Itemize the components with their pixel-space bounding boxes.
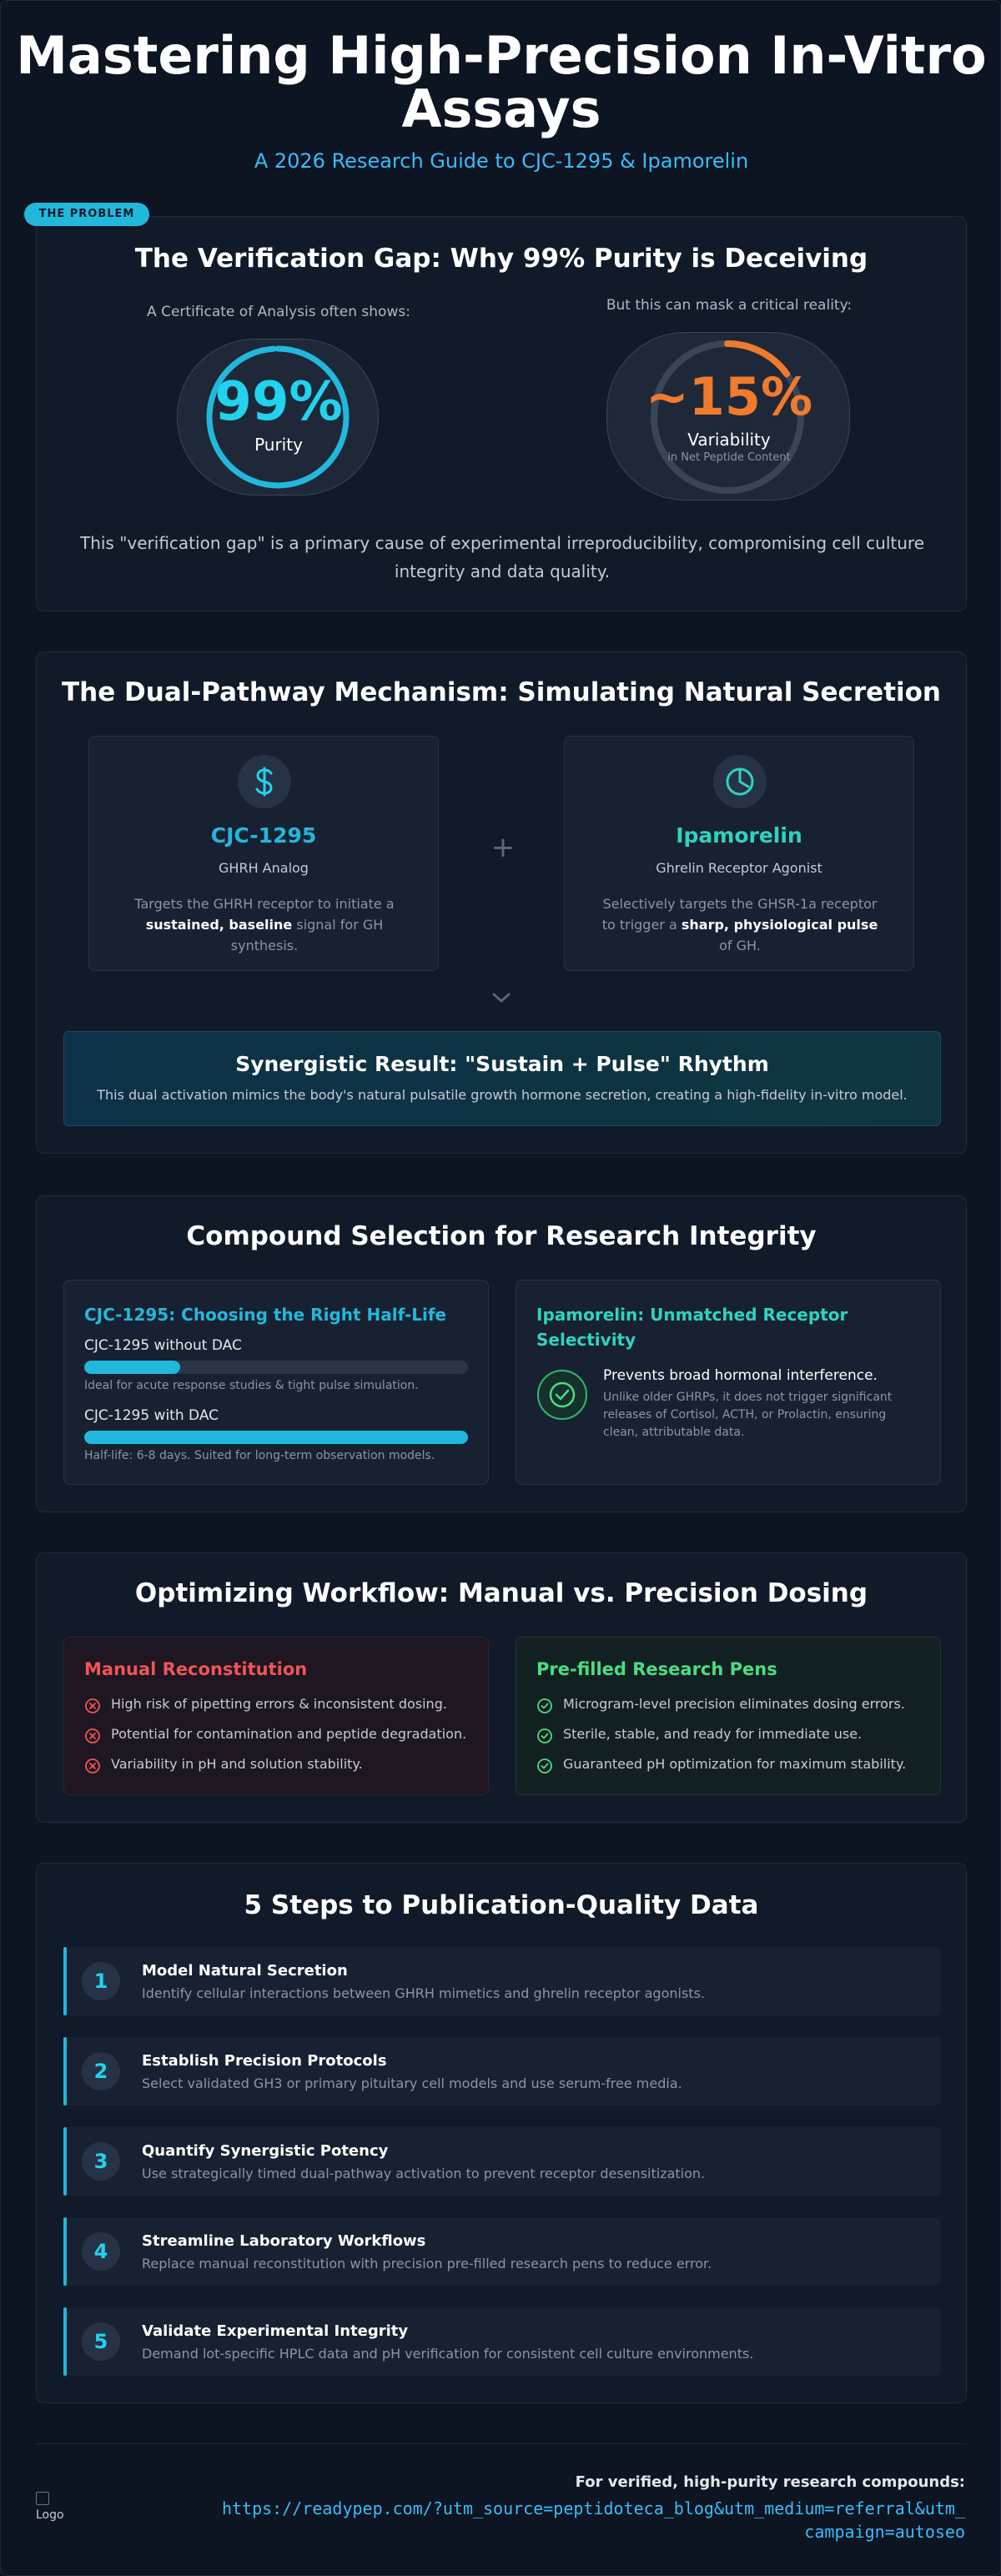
ipamorelin-description: Selectively targets the GHSR-1a receptor to trigger a sharp, physiological pulse of GH.	[601, 896, 878, 953]
manual-item-text: Variability in pH and solution stability.	[111, 1756, 363, 1772]
check-icon	[536, 1698, 553, 1714]
step-accent	[63, 2127, 67, 2196]
step-accent	[63, 2307, 67, 2376]
x-circle-icon	[84, 1758, 101, 1774]
pens-heading: Pre-filled Research Pens	[536, 1659, 777, 1679]
step-item	[63, 1947, 941, 2015]
mechanism-section	[36, 652, 967, 1154]
pens-item-text: Guaranteed pH optimization for maximum stability.	[563, 1756, 907, 1772]
step-description: Use strategically timed dual-pathway activation to prevent receptor desensitization.	[142, 2166, 706, 2181]
timer-icon	[713, 755, 767, 808]
coa-caption: A Certificate of Analysis often shows:	[147, 304, 410, 320]
mechanism-title: The Dual-Pathway Mechanism: Simulating Natural Secretion	[61, 677, 941, 707]
step-number: 5	[82, 2322, 120, 2361]
verification-gap-note: This "verification gap" is a primary cause of experimental irreproducibility, compromising cell culture integrity and data quality.	[79, 533, 925, 581]
pens-item-text: Microgram-level precision eliminates dosing errors.	[563, 1696, 905, 1712]
bar-label-no-dac: CJC-1295 without DAC	[84, 1337, 242, 1354]
selection-title: Compound Selection for Research Integrity	[186, 1221, 817, 1251]
logo	[36, 2492, 86, 2525]
footer-lead: For verified, high-purity research compounds:	[575, 2473, 965, 2491]
synergy-callout	[63, 1031, 941, 1126]
half-life-card	[63, 1280, 489, 1485]
plus-sign: +	[490, 831, 516, 864]
ipamorelin-card	[564, 736, 914, 971]
manual-item-text: Potential for contamination and peptide degradation.	[111, 1726, 467, 1742]
manual-card	[63, 1637, 489, 1795]
step-title: Quantify Synergistic Potency	[142, 2142, 389, 2160]
x-circle-icon	[84, 1698, 101, 1714]
pens-item	[536, 1756, 928, 1776]
step-title: Validate Experimental Integrity	[142, 2322, 409, 2340]
pens-item	[536, 1726, 928, 1746]
bar-track-no-dac	[84, 1361, 468, 1374]
page-subtitle: A 2026 Research Guide to CJC-1295 & Ipamorelin	[254, 149, 749, 173]
workflow-title: Optimizing Workflow: Manual vs. Precision Dosing	[134, 1578, 868, 1608]
purity-badge	[177, 339, 379, 496]
step-title: Streamline Laboratory Workflows	[142, 2232, 426, 2250]
pens-card	[516, 1637, 941, 1795]
bar-note-no-dac: Ideal for acute response studies & tight pulse simulation.	[84, 1379, 419, 1392]
step-description: Identify cellular interactions between GHRH mimetics and ghrelin receptor agonists.	[142, 1985, 705, 2001]
step-description: Demand lot-specific HPLC data and pH verification for consistent cell culture environments.	[142, 2346, 754, 2362]
broken-image-icon	[36, 2492, 49, 2505]
cjc-name: CJC-1295	[210, 823, 317, 848]
pens-item-text: Sterile, stable, and ready for immediate use.	[563, 1726, 863, 1742]
bar-note-dac: Half-life: 6-8 days. Suited for long-term observation models.	[84, 1449, 435, 1462]
step-accent	[63, 2217, 67, 2286]
chevron-down-icon	[489, 989, 514, 1006]
step-accent	[63, 2037, 67, 2106]
half-life-heading: CJC-1295: Choosing the Right Half-Life	[84, 1305, 447, 1325]
footer-divider	[36, 2443, 967, 2444]
selection-section	[36, 1195, 967, 1512]
step-number: 3	[82, 2142, 120, 2181]
variability-value: ~15%	[645, 366, 813, 427]
selectivity-lead: Prevents broad hormonal interference.	[603, 1367, 878, 1384]
step-item	[63, 2037, 941, 2106]
manual-heading: Manual Reconstitution	[84, 1659, 308, 1679]
variability-badge	[606, 332, 850, 501]
variability-sublabel: in Net Peptide Content	[667, 451, 791, 464]
x-circle-icon	[84, 1728, 101, 1744]
step-title: Establish Precision Protocols	[142, 2052, 387, 2070]
bar-fill-no-dac	[84, 1361, 180, 1374]
ipamorelin-role: Ghrelin Receptor Agonist	[656, 860, 822, 876]
step-accent	[63, 1947, 67, 2015]
reality-caption: But this can mask a critical reality:	[606, 297, 853, 314]
synergy-title: Synergistic Result: "Sustain + Pulse" Rhythm	[235, 1052, 769, 1076]
pens-item	[536, 1696, 928, 1716]
cjc-description: Targets the GHRH receptor to initiate a sustained, baseline signal for GH synthesis.	[134, 896, 395, 953]
variability-label: Variability	[687, 430, 771, 450]
manual-item	[84, 1696, 476, 1716]
step-number: 4	[82, 2232, 120, 2271]
bar-label-dac: CJC-1295 with DAC	[84, 1407, 219, 1424]
ipamorelin-name: Ipamorelin	[676, 823, 802, 848]
bar-fill-dac	[84, 1431, 468, 1444]
step-item	[63, 2307, 941, 2376]
step-item	[63, 2127, 941, 2196]
manual-item	[84, 1756, 476, 1776]
selectivity-heading: Ipamorelin: Unmatched Receptor Selectivity	[536, 1305, 848, 1350]
dollar-icon	[238, 755, 291, 808]
step-number: 2	[82, 2052, 120, 2090]
step-description: Replace manual reconstitution with precision pre-filled research pens to reduce error.	[142, 2256, 712, 2272]
problem-section	[36, 216, 967, 611]
step-number: 1	[82, 1962, 120, 2000]
workflow-section	[36, 1552, 967, 1823]
logo-alt-text: Logo	[36, 2508, 64, 2522]
problem-tag: THE PROBLEM	[24, 203, 149, 226]
step-description: Select validated GH3 or primary pituitary cell models and use serum-free media.	[142, 2075, 682, 2091]
steps-section	[36, 1863, 967, 2403]
selectivity-detail: Unlike older GHRPs, it does not trigger significant releases of Cortisol, ACTH, or Prolactin, ensuring clean, attributable data.	[603, 1391, 893, 1439]
manual-item-text: High risk of pipetting errors & inconsistent dosing.	[111, 1696, 447, 1712]
check-icon	[536, 1728, 553, 1744]
check-circle-icon	[536, 1369, 588, 1421]
manual-item	[84, 1726, 476, 1746]
synergy-description: This dual activation mimics the body's natural pulsatile growth hormone secretion, creating a high-fidelity in-vitro model.	[97, 1087, 908, 1103]
purity-value: 99%	[214, 371, 343, 433]
problem-title: The Verification Gap: Why 99% Purity is Deceiving	[134, 244, 868, 274]
step-item	[63, 2217, 941, 2286]
page-title: Mastering High-Precision In-Vitro Assays	[16, 25, 987, 139]
cjc-role: GHRH Analog	[219, 860, 309, 876]
selectivity-card	[516, 1280, 941, 1485]
footer-link[interactable]: https://readypep.com/?utm_source=peptidoteca_blog&utm_medium=referral&utm_campaign=autoseo	[221, 2498, 965, 2542]
cjc-card	[88, 736, 439, 971]
bar-track-dac	[84, 1431, 468, 1444]
steps-title: 5 Steps to Publication-Quality Data	[244, 1890, 759, 1920]
purity-label: Purity	[254, 435, 303, 455]
check-icon	[536, 1758, 553, 1774]
step-title: Model Natural Secretion	[142, 1962, 348, 1980]
